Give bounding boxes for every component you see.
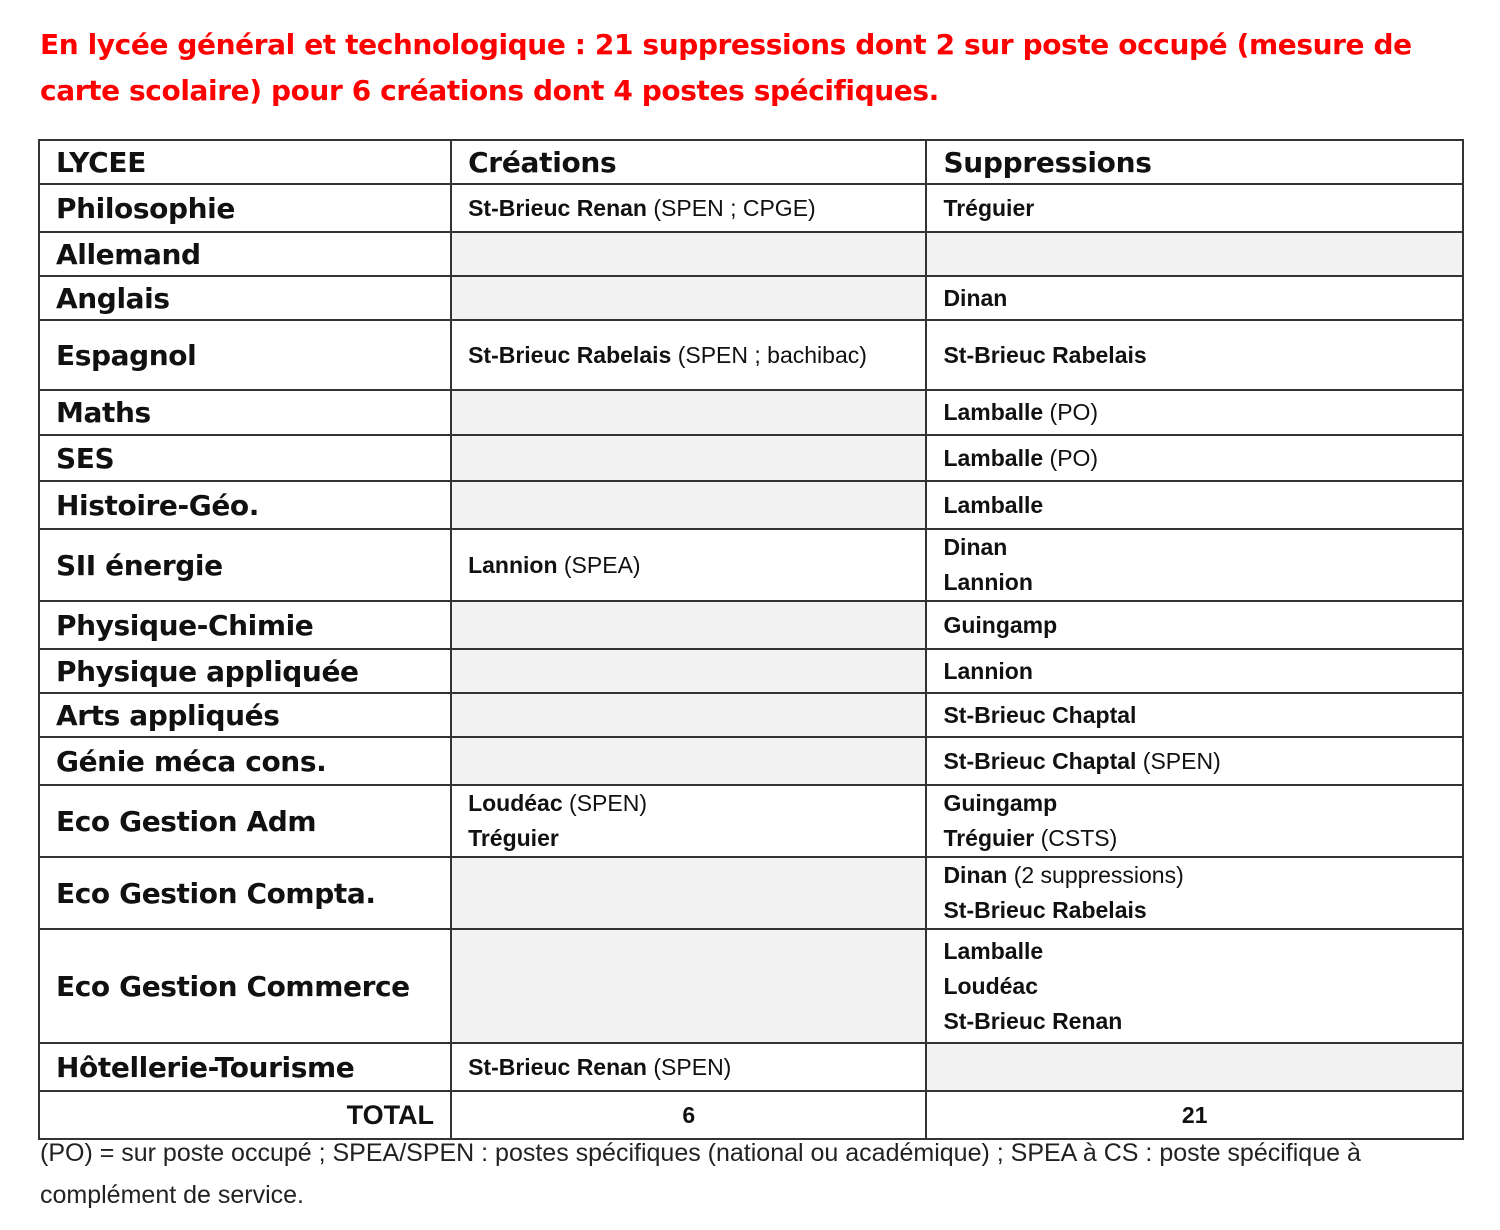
- table-row: [39, 481, 1463, 529]
- cell-entry: [943, 338, 1446, 373]
- establishment-name: Lannion: [943, 657, 1033, 684]
- entry-note: (SPEN ; CPGE): [647, 194, 816, 221]
- cell-entry: [468, 1050, 909, 1085]
- table-row: [39, 785, 1463, 857]
- table-row: [39, 390, 1463, 435]
- creations-cell: [451, 390, 926, 435]
- cell-entry: [943, 786, 1446, 821]
- establishment-name: Lamballe: [943, 937, 1044, 964]
- establishment-name: Lannion: [943, 569, 1033, 595]
- entry-note: (2 suppressions): [1007, 862, 1184, 888]
- establishment-name: St-Brieuc Chaptal: [943, 701, 1137, 728]
- cell-entry: [943, 934, 1446, 969]
- subject-cell: Physique appliquée: [39, 649, 451, 693]
- creations-cell: [451, 693, 926, 737]
- creations-cell: [451, 857, 926, 929]
- subject-cell: Arts appliqués: [39, 693, 451, 737]
- establishment-name: Tréguier: [943, 194, 1035, 221]
- suppressions-cell: [926, 529, 1463, 601]
- creations-cell: [451, 184, 926, 232]
- table-row: [39, 232, 1463, 276]
- establishment-name: Dinan: [943, 284, 1008, 311]
- cell-entry: [943, 281, 1446, 316]
- suppressions-cell: [926, 1043, 1463, 1091]
- subject-cell: Philosophie: [39, 184, 451, 232]
- suppressions-cell: [926, 693, 1463, 737]
- establishment-name: Guingamp: [943, 611, 1058, 638]
- cell-entry: [943, 744, 1446, 779]
- suppressions-cell: [926, 320, 1463, 390]
- creations-cell: [451, 435, 926, 481]
- cell-entry: [468, 338, 909, 373]
- suppressions-cell: [926, 232, 1463, 276]
- total-suppressions: 21: [926, 1091, 1463, 1139]
- cell-entry: [943, 969, 1446, 1004]
- entry-note: (CSTS): [1034, 825, 1118, 851]
- establishment-name: Lamballe: [943, 444, 1044, 471]
- creations-cell: [451, 320, 926, 390]
- cell-entry: [943, 1004, 1446, 1039]
- table-row: [39, 320, 1463, 390]
- establishment-name: Loudéac: [943, 972, 1039, 999]
- subject-cell: Eco Gestion Commerce: [39, 929, 451, 1043]
- header-suppressions: Suppressions: [926, 140, 1463, 184]
- cell-entry: [468, 548, 909, 583]
- subject-cell: Histoire-Géo.: [39, 481, 451, 529]
- cell-entry: [943, 858, 1446, 893]
- establishment-name: St-Brieuc Rabelais: [468, 341, 672, 368]
- table-row: [39, 857, 1463, 929]
- table-row: [39, 529, 1463, 601]
- creations-cell: [451, 1043, 926, 1091]
- cell-entry: [943, 698, 1446, 733]
- table-row: [39, 929, 1463, 1043]
- table-row: [39, 649, 1463, 693]
- cell-entry: [943, 654, 1446, 689]
- entry-note: (PO): [1043, 444, 1099, 471]
- establishment-name: Loudéac: [468, 790, 563, 816]
- table-row: [39, 184, 1463, 232]
- cell-entry: [943, 530, 1446, 565]
- entry-note: (SPEN ; bachibac): [671, 341, 867, 368]
- page-heading: En lycée général et technologique : 21 suppressions dont 2 sur poste occupé (mesure de carte scolaire) pour 6 créations dont 4 postes spécifiques.: [40, 28, 1412, 107]
- establishment-name: St-Brieuc Rabelais: [943, 341, 1147, 368]
- entry-note: (SPEN): [1136, 747, 1221, 774]
- subject-cell: Espagnol: [39, 320, 451, 390]
- creations-cell: [451, 649, 926, 693]
- establishment-name: Lamballe: [943, 491, 1044, 518]
- establishment-name: Guingamp: [943, 790, 1058, 816]
- table-row: [39, 276, 1463, 320]
- establishment-name: St-Brieuc Renan: [943, 1007, 1123, 1034]
- cell-entry: [468, 786, 909, 821]
- creations-cell: [451, 737, 926, 785]
- header-creations: Créations: [451, 140, 926, 184]
- table-row: [39, 737, 1463, 785]
- establishment-name: St-Brieuc Chaptal: [943, 747, 1137, 774]
- subject-cell: Eco Gestion Compta.: [39, 857, 451, 929]
- suppressions-cell: [926, 601, 1463, 649]
- subject-cell: Maths: [39, 390, 451, 435]
- subject-cell: SES: [39, 435, 451, 481]
- footnote: (PO) = sur poste occupé ; SPEA/SPEN : postes spécifiques (national ou académique) ; SPEA à CS : poste spécifique à complément de service.: [40, 1139, 1361, 1209]
- suppressions-cell: [926, 857, 1463, 929]
- cell-entry: [943, 441, 1446, 476]
- subject-cell: Eco Gestion Adm: [39, 785, 451, 857]
- suppressions-cell: [926, 481, 1463, 529]
- creations-cell: [451, 481, 926, 529]
- establishment-name: Dinan: [943, 862, 1008, 888]
- posts-table: [38, 139, 1464, 1140]
- subject-cell: Physique-Chimie: [39, 601, 451, 649]
- entry-note: (SPEA): [557, 551, 641, 578]
- entry-note: (SPEN): [647, 1053, 732, 1080]
- suppressions-cell: [926, 435, 1463, 481]
- establishment-name: Dinan: [943, 534, 1008, 560]
- suppressions-cell: [926, 649, 1463, 693]
- suppressions-cell: [926, 390, 1463, 435]
- suppressions-cell: [926, 184, 1463, 232]
- subject-cell: Anglais: [39, 276, 451, 320]
- establishment-name: Tréguier: [943, 825, 1035, 851]
- table-row: [39, 601, 1463, 649]
- table-body: [39, 140, 1463, 1139]
- cell-entry: [943, 608, 1446, 643]
- cell-entry: [943, 565, 1446, 600]
- subject-cell: SII énergie: [39, 529, 451, 601]
- cell-entry: [943, 821, 1446, 856]
- subject-cell: Hôtellerie-Tourisme: [39, 1043, 451, 1091]
- creations-cell: [451, 601, 926, 649]
- suppressions-cell: [926, 737, 1463, 785]
- subject-cell: Génie méca cons.: [39, 737, 451, 785]
- subject-cell: Allemand: [39, 232, 451, 276]
- creations-cell: [451, 529, 926, 601]
- cell-entry: [943, 191, 1446, 226]
- creations-cell: [451, 276, 926, 320]
- suppressions-cell: [926, 276, 1463, 320]
- establishment-name: St-Brieuc Renan: [468, 1053, 647, 1080]
- total-label: TOTAL: [39, 1091, 451, 1139]
- establishment-name: Lannion: [468, 551, 558, 578]
- establishment-name: Tréguier: [468, 825, 559, 851]
- creations-cell: [451, 232, 926, 276]
- cell-entry: [943, 488, 1446, 523]
- cell-entry: [468, 821, 909, 856]
- table-row: [39, 1043, 1463, 1091]
- cell-entry: [943, 395, 1446, 430]
- table-row: [39, 693, 1463, 737]
- creations-cell: [451, 785, 926, 857]
- creations-cell: [451, 929, 926, 1043]
- cell-entry: [468, 191, 909, 226]
- cell-entry: [943, 893, 1446, 928]
- establishment-name: Lamballe: [943, 399, 1044, 425]
- table-header-row: [39, 140, 1463, 184]
- establishment-name: St-Brieuc Rabelais: [943, 897, 1147, 923]
- entry-note: (SPEN): [562, 790, 647, 816]
- entry-note: (PO): [1043, 399, 1099, 425]
- total-creations: 6: [451, 1091, 926, 1139]
- table-row: [39, 435, 1463, 481]
- suppressions-cell: [926, 785, 1463, 857]
- establishment-name: St-Brieuc Renan: [468, 194, 647, 221]
- suppressions-cell: [926, 929, 1463, 1043]
- header-subject: LYCEE: [39, 140, 451, 184]
